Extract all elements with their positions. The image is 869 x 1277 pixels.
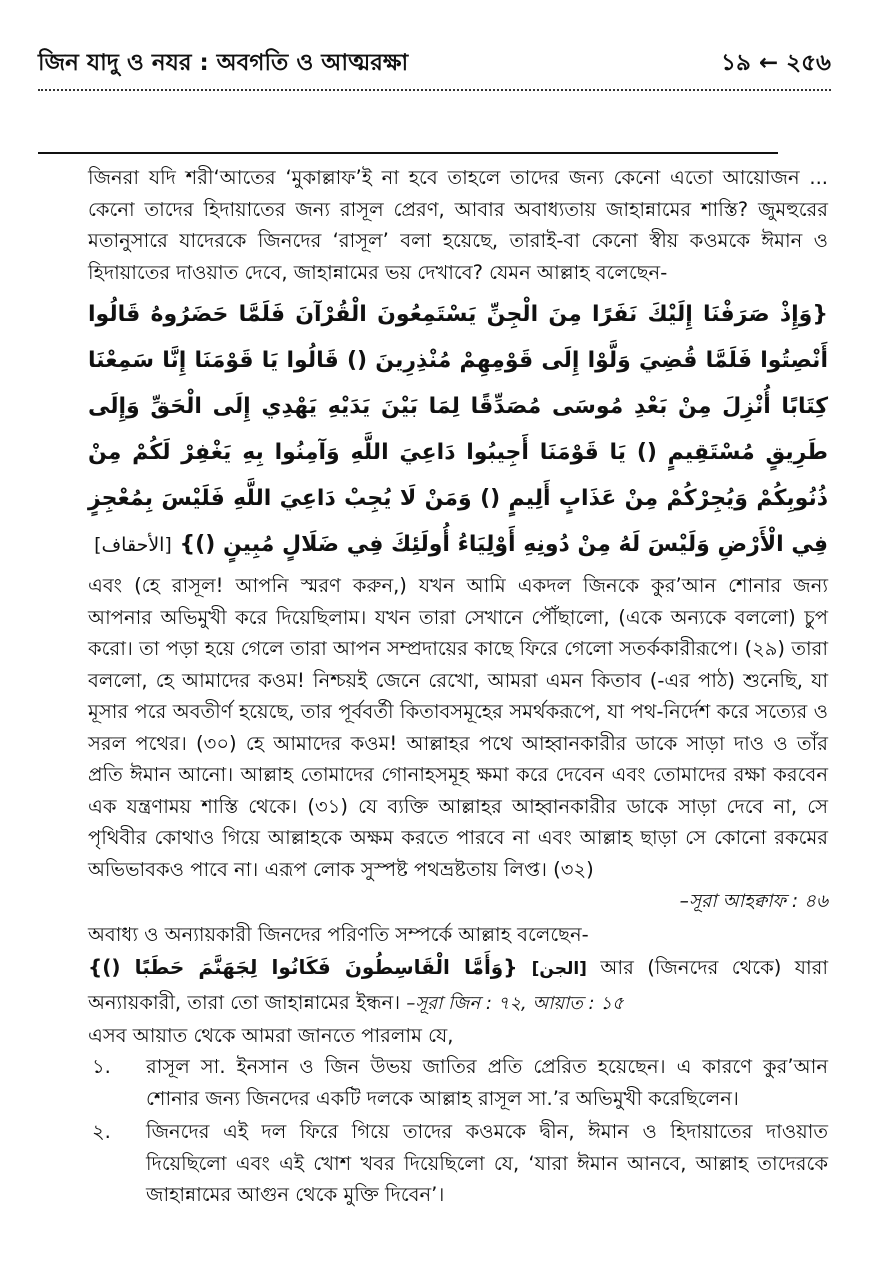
conclusion-list [88,1051,828,1211]
header-page-number: ১৯ ← ২৫৬ [721,50,831,76]
list-item [88,1116,828,1211]
lead-paragraph-2: অবাধ্য ও অন্যায়কারী জিনদের পরিণতি সম্পর্কে আল্লাহ বলেছেন- [88,923,589,946]
section-divider [38,152,778,154]
arabic-inline-verse [88,955,587,979]
arabic-verse-block [88,292,828,568]
arabic-inline-reference: [الجن] [531,958,587,979]
arabic-inline-text: {وَأَمَّا الْقَاسِطُونَ فَكَانُوا لِجَهَنَّمَ حَطَبًا ()} [88,954,518,979]
translation-paragraph: এবং (হে রাসূল! আপনি স্মরণ করুন,) যখন আমি একদল জিনকে কুর’আন শোনার জন্য আপনার অভিমুখী করে দিয়েছিলাম। যখন তারা সেখানে পৌঁছালো, (একে অন্যকে বললো) চুপ করো। তা পড়া হয়ে গেলে তারা আপন সম্প্রদায়ের কাছে ফিরে গেলো সতর্ককারীরূপে। (২৯) তারা বললো, হে আমাদের কওম! নিশ্চয়ই জেনে রেখো, আমরা এমন কিতাব (-এর পাঠ) শুনেছি, যা মূসার পরে অবতীর্ণ হয়েছে, তার পূর্ববর্তী কিতাবসমূহের সমর্থকরূপে, যা পথ-নির্দেশ করে সত্যের ও সরল পথের। (৩০) হে আমাদের কওম! আল্লাহর পথে আহ্বানকারীর ডাকে সাড়া দাও ও তাঁর প্রতি ঈমান আনো। আল্লাহ তোমাদের গোনাহসমূহ ক্ষমা করে দেবেন এবং তোমাদের রক্ষা করবেন এক যন্ত্রণাময় শাস্তি থেকে। (৩১) যে ব্যক্তি আল্লাহর আহ্বানকারীর ডাকে সাড়া দেবে না, সে পৃথিবীর কোথাও গিয়ে আল্লাহকে অক্ষম করতে পারবে না এবং আল্লাহ ছাড়া সে কোনো রকমের অভিভাবকও পাবে না। এরূপ লোক সুস্পষ্ট পথভ্রষ্টতায় লিপ্ত। (৩২) [88,574,828,881]
arabic-verse-text: {وَإِذْ صَرَفْنَا إِلَيْكَ نَفَرًا مِنَ الْجِنِّ يَسْتَمِعُونَ الْقُرْآنَ فَلَمَّا حَضَرُوهُ قَالُوا أَنْصِتُوا فَلَمَّا قُضِيَ وَلَّوْا إِلَى قَوْمِهِمْ مُنْذِرِينَ () قَالُوا يَا قَوْمَنَا إِنَّا سَمِعْنَا كِتَابًا أُنْزِلَ مِنْ بَعْدِ مُوسَى مُصَدِّقًا لِمَا بَيْنَ يَدَيْهِ يَهْدِي إِلَى الْحَقِّ وَإِلَى طَرِيقٍ مُسْتَقِيمٍ () يَا قَوْمَنَا أَجِيبُوا دَاعِيَ اللَّهِ وَآمِنُوا بِهِ يَغْفِرْ لَكُمْ مِنْ ذُنُوبِكُمْ وَيُجِرْكُمْ مِنْ عَذَابٍ أَلِيمٍ () وَمَنْ لَا يُجِبْ دَاعِيَ اللَّهِ فَلَيْسَ بِمُعْجِزٍ فِي الْأَرْضِ وَلَيْسَ لَهُ مِنْ دُونِهِ أَوْلِيَاءُ أُولَئِكَ فِي ضَلَالٍ مُبِينٍ ()} [88,302,828,557]
verse-with-translation [88,951,828,1020]
intro-paragraph: জিনরা যদি শরী‘আতের ‘মুকাল্লাফ’ই না হবে তাহলে তাদের জন্য কেনো এতো আয়োজন ... কেনো তাদের হিদায়াতের জন্য রাসূল প্রেরণ, আবার অবাধ্যতায় জাহান্নামের শাস্তি? জুমহুরের মতানুসারে যাদেরকে জিনদের ‘রাসূল’ বলা হয়েছে, তারাই-বা কেনো স্বীয় কওমকে ঈমান ও হিদায়াতের দাওয়াত দেবে, জাহান্নামের ভয় দেখাবে? যেমন আল্লাহ বলেছেন- [88,166,828,284]
list-item [88,1051,828,1114]
inline-translation: আর (জিনদের থেকে) যারা অন্যায়কারী, তারা তো জাহান্নামের ইন্ধন। [88,955,828,1014]
lead-paragraph-3: এসব আয়াত থেকে আমরা জানতে পারলাম যে, [88,1023,454,1047]
source-citation-1: –সূরা আহক্বাফ : ৪৬ [679,891,828,912]
list-item-number: ১. [92,1055,111,1078]
arabic-verse-reference: [الأحقاف] [94,534,172,556]
header-title: জিন যাদু ও নযর : অবগতি ও আত্মরক্ষা [38,50,409,76]
page-body [88,162,828,1213]
running-header [38,44,831,78]
source-citation-2: –সূরা জিন : ৭২, আয়াত : ১৫ [406,992,624,1014]
list-item-number: ২. [92,1120,111,1143]
list-item-text: রাসূল সা. ইনসান ও জিন উভয় জাতির প্রতি প্রেরিত হয়েছেন। এ কারণে কুর’আন শোনার জন্য জিনদের একটি দলকে আল্লাহ রাসূল সা.’র অভিমুখী করেছিলেন। [146,1055,828,1110]
header-dotted-divider [38,89,831,91]
list-item-text: জিনদের এই দল ফিরে গিয়ে তাদের কওমকে দ্বীন, ঈমান ও হিদায়াতের দাওয়াত দিয়েছিলো এবং এই খোশ খবর দিয়েছিলো যে, ‘যারা ঈমান আনবে, আল্লাহ তাদেরকে জাহান্নামের আগুন থেকে মুক্তি দিবেন’। [146,1120,828,1206]
